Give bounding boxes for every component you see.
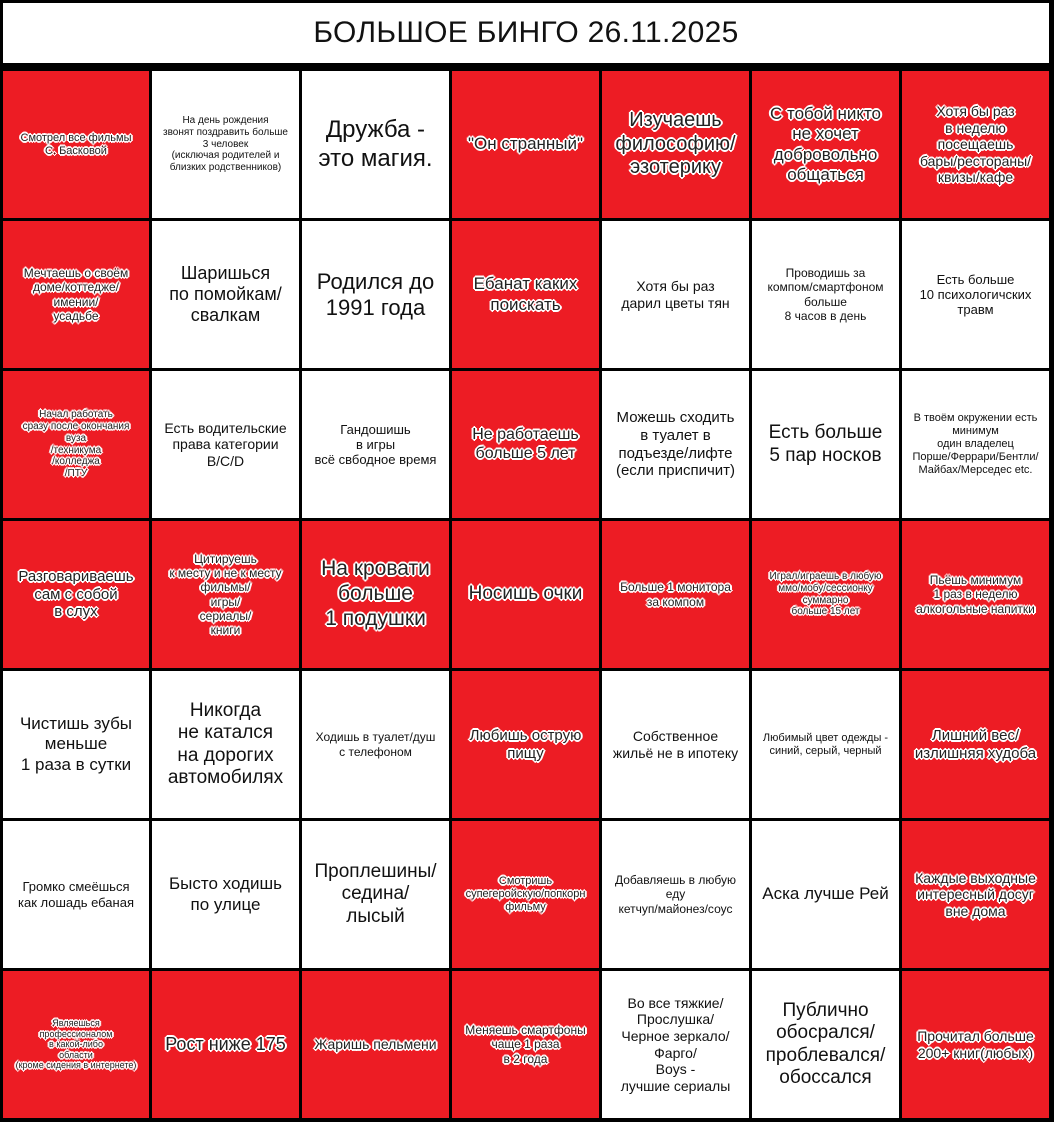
- bingo-cell[interactable]: [452, 371, 599, 518]
- bingo-cell[interactable]: [152, 821, 299, 968]
- bingo-cell[interactable]: [152, 71, 299, 218]
- bingo-cell-text: Смотришь супегеройскую/попкорн фильму: [465, 875, 586, 913]
- bingo-cell[interactable]: [602, 71, 749, 218]
- bingo-cell[interactable]: [152, 221, 299, 368]
- bingo-cell-text: Дружба - это магия.: [318, 116, 433, 172]
- bingo-cell-text: На кровати больше 1 подушки: [321, 557, 430, 630]
- bingo-cell[interactable]: [3, 671, 149, 818]
- bingo-cell-text: Шаришься по помойкам/ свалкам: [169, 262, 282, 326]
- bingo-cell-text: Разговариваешь сам с собой в слух: [18, 567, 134, 621]
- bingo-cell[interactable]: [902, 221, 1049, 368]
- page-title: БОЛЬШОЕ БИНГО 26.11.2025: [313, 16, 739, 49]
- bingo-cell-text: Аска лучше Рей: [762, 884, 889, 904]
- bingo-cell[interactable]: [452, 71, 599, 218]
- bingo-cell[interactable]: [752, 221, 899, 368]
- bingo-cell[interactable]: [152, 371, 299, 518]
- bingo-cell-text: Никогда не катался на дорогих автомобилях: [167, 699, 284, 788]
- bingo-cell[interactable]: [152, 971, 299, 1118]
- bingo-cell[interactable]: [452, 971, 599, 1118]
- bingo-cell-text: "Он странный": [467, 134, 584, 154]
- bingo-cell-text: Гандошишь в игры всё свбодное время: [314, 421, 437, 468]
- bingo-cell-text: Являешься профессионалом в какой-либо области (кроме сидения в интернете): [15, 1017, 137, 1071]
- bingo-cell-text: Можешь сходить в туалет в подъезде/лифте (если приспичит): [615, 409, 736, 480]
- bingo-cell-text: Лишний вес/ излишняя худоба: [914, 726, 1037, 762]
- bingo-cell[interactable]: [302, 821, 449, 968]
- bingo-cell-text: Хотя бы раз в неделю посещаешь бары/рестораны/ квизы/кафе: [919, 103, 1032, 186]
- bingo-cell[interactable]: [752, 971, 899, 1118]
- bingo-cell[interactable]: [602, 371, 749, 518]
- title-banner: [3, 3, 1049, 63]
- bingo-cell[interactable]: [902, 371, 1049, 518]
- bingo-cell-text: Собственное жильё не в ипотеку: [612, 727, 739, 761]
- bingo-cell[interactable]: [602, 671, 749, 818]
- bingo-cell[interactable]: [452, 671, 599, 818]
- bingo-cell-text: Чистишь зубы меньше 1 раза в сутки: [19, 714, 133, 774]
- bingo-cell-text: Бысто ходишь по улице: [169, 874, 282, 914]
- bingo-cell-text: Рост ниже 175: [165, 1033, 286, 1054]
- bingo-cell-text: Проводишь за компом/смартфоном больше 8 часов в день: [767, 266, 884, 323]
- bingo-cell[interactable]: [902, 671, 1049, 818]
- bingo-cell-text: Больше 1 монитора за компом: [620, 580, 731, 609]
- bingo-cell-text: Изучаешь философию/ эзотерику: [615, 109, 736, 179]
- bingo-cell[interactable]: [752, 371, 899, 518]
- bingo-cell[interactable]: [302, 371, 449, 518]
- bingo-cell-text: Смотрел все фильмы С. Басковой: [20, 131, 132, 157]
- bingo-cell-text: В твоём окружении есть минимум один владелец Порше/Феррари/Бентли/ Майбах/Мерседес etc.: [912, 412, 1039, 476]
- bingo-cell[interactable]: [3, 71, 149, 218]
- bingo-cell-text: Играл/играешь в любую ммо/мобу/сессионку суммарно больше 15 лет: [769, 570, 882, 618]
- bingo-cell-text: Носишь очки: [468, 583, 583, 605]
- bingo-cell-text: Ходишь в туалет/душ с телефоном: [315, 730, 436, 759]
- bingo-cell-text: Есть больше 10 психологичских травм: [919, 271, 1032, 318]
- bingo-cell-text: Мечтаешь о своём доме/коттедже/ имении/ усадьбе: [23, 266, 129, 323]
- bingo-cell-text: Каждые выходные интересный досуг вне дома: [915, 869, 1036, 919]
- bingo-cell[interactable]: [302, 221, 449, 368]
- bingo-cell[interactable]: [152, 521, 299, 668]
- bingo-cell[interactable]: [302, 71, 449, 218]
- bingo-cell[interactable]: [3, 371, 149, 518]
- bingo-cell[interactable]: [902, 971, 1049, 1118]
- bingo-cell-text: Начал работать сразу после окончания вуза /техникума /колледжа /ПТУ: [22, 409, 130, 480]
- bingo-cell[interactable]: [302, 671, 449, 818]
- bingo-cell-text: На день рождения звонят поздравить больше 3 человек (исключая родителей и близких родственников): [163, 115, 288, 174]
- bingo-cell-text: Цитируешь к месту и не к месту фильмы/ игры/ сериалы/ книги: [169, 552, 282, 637]
- bingo-cell-text: Хотя бы раз дарил цветы тян: [621, 277, 730, 311]
- bingo-cell[interactable]: [602, 221, 749, 368]
- bingo-cell[interactable]: [152, 671, 299, 818]
- bingo-cell[interactable]: [752, 671, 899, 818]
- bingo-cell-text: Есть больше 5 пар носков: [768, 422, 883, 466]
- bingo-cell-text: Есть водительские права категории B/C/D: [164, 419, 287, 469]
- bingo-cell-text: Жаришь пельмени: [314, 1036, 437, 1053]
- bingo-cell-text: С тобой никто не хочет добровольно общаться: [769, 104, 882, 184]
- bingo-cell[interactable]: [752, 521, 899, 668]
- bingo-cell[interactable]: [302, 521, 449, 668]
- bingo-cell-text: Публично обосрался/ проблевался/ обоссался: [765, 999, 886, 1088]
- bingo-cell[interactable]: [452, 521, 599, 668]
- bingo-cell[interactable]: [602, 521, 749, 668]
- bingo-cell[interactable]: [3, 521, 149, 668]
- bingo-cell[interactable]: [602, 821, 749, 968]
- bingo-cell[interactable]: [3, 821, 149, 968]
- bingo-cell[interactable]: [902, 71, 1049, 218]
- bingo-cell-text: Меняешь смартфоны чаще 1 раза в 2 года: [465, 1023, 586, 1066]
- bingo-cell-text: Родился до 1991 года: [316, 268, 435, 320]
- bingo-cell-text: Любишь острую пищу: [469, 726, 582, 762]
- bingo-cell-text: Не работаешь больше 5 лет: [472, 425, 579, 462]
- bingo-cell[interactable]: [902, 821, 1049, 968]
- bingo-cell[interactable]: [902, 521, 1049, 668]
- bingo-cell[interactable]: [452, 821, 599, 968]
- bingo-cell[interactable]: [752, 821, 899, 968]
- bingo-cell-text: Во все тяжкие/ Прослушка/ Черное зеркало/ Фарго/ Boys - лучшие сериалы: [620, 994, 731, 1094]
- bingo-cell[interactable]: [602, 971, 749, 1118]
- bingo-cell[interactable]: [302, 971, 449, 1118]
- bingo-cell-text: Пьёшь минимум 1 раз в неделю алкогольные напитки: [916, 573, 1035, 616]
- bingo-cell[interactable]: [752, 71, 899, 218]
- bingo-cell-text: Добавляешь в любую еду кетчуп/майонез/соус: [614, 873, 736, 916]
- bingo-cell-text: Ебанат каких поискать: [473, 274, 578, 314]
- bingo-cell-text: Проплешины/ седина/ лысый: [314, 860, 437, 927]
- bingo-cell-text: Любимый цвет одежды - синий, серый, черный: [762, 731, 889, 757]
- bingo-cell[interactable]: [3, 221, 149, 368]
- bingo-cell[interactable]: [3, 971, 149, 1118]
- bingo-cell-text: Громко смеёшься как лошадь ебаная: [17, 879, 134, 910]
- bingo-cell-text: Прочитал больше 200+ книг(любых): [917, 1027, 1034, 1061]
- bingo-cell[interactable]: [452, 221, 599, 368]
